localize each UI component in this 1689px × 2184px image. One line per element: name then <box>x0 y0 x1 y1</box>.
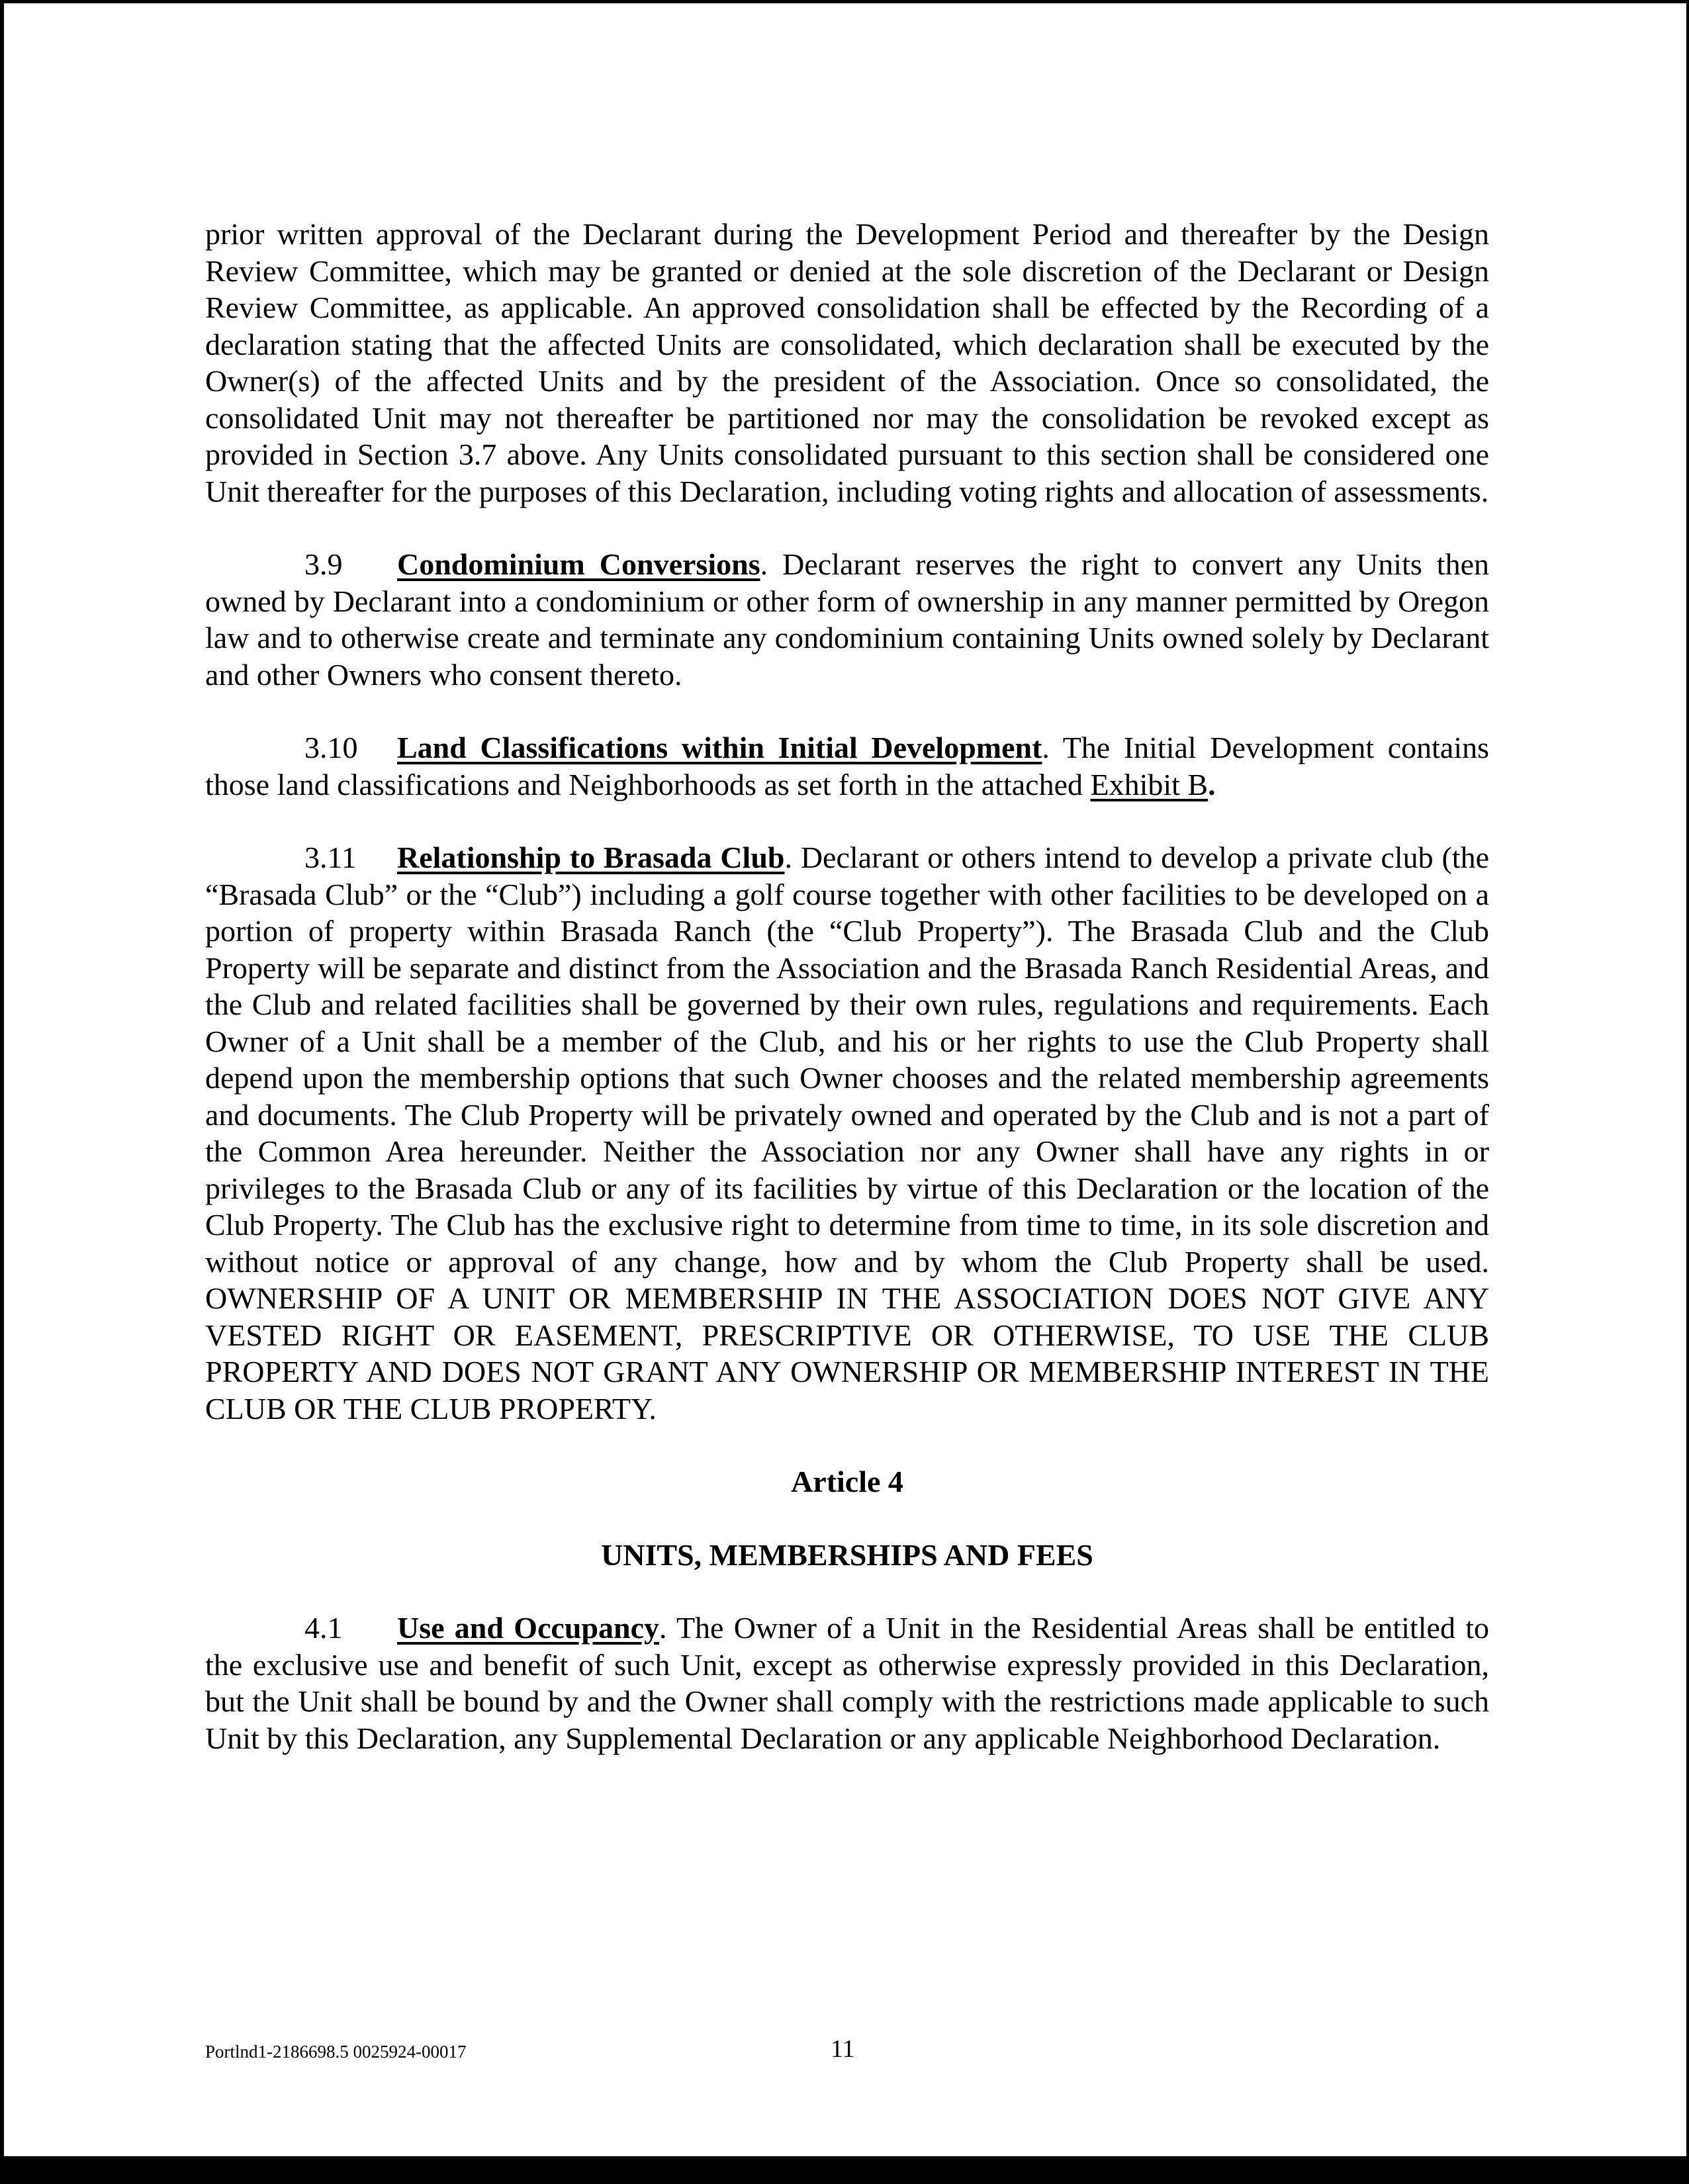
footer-document-id: Portlnd1-2186698.5 0025924-00017 <box>205 2042 467 2062</box>
section-title: Relationship to Brasada Club <box>397 841 785 874</box>
section-number: 4.1 <box>304 1611 343 1645</box>
section-number: 3.10 <box>304 731 358 764</box>
article-label: Article 4 <box>791 1465 903 1498</box>
paragraph-gap <box>205 510 1489 546</box>
exhibit-reference: Exhibit B <box>1090 767 1209 801</box>
scan-border-top <box>0 0 1689 3</box>
paragraph-gap <box>205 803 1489 839</box>
section-body: The Owner of a Unit in the Residential Areas shall be entitled to the exclusive use and benefit of such Unit, except as otherwise expressly provided in this Declaration, but the Unit shall be bound by and the Owner shall comply with the restrictions made applicable to such Unit by this Declaration, any Supplemental Declaration or any applicable Neighborhood Declaration. <box>205 1611 1490 1755</box>
section-number: 3.9 <box>304 547 343 581</box>
scan-border-left <box>0 0 4 2184</box>
section-title: Condominium Conversions <box>397 547 760 581</box>
section-3-9: 3.9 Condominium Conversions. Declarant reserves the right to convert any Units then owned by Declarant into a condominium or other form of ownership in any manner permitted by Oregon law and to otherwise create and terminate any condominium containing Units owned solely by Declarant and other Owners who consent thereto. <box>205 547 1489 692</box>
section-body-end: . <box>1208 767 1216 801</box>
section-4-1: 4.1 Use and Occupancy. The Owner of a Unit in the Residential Areas shall be entitled to the exclusive use and benefit of such Unit, except as otherwise expressly provided in this Declaration, but the Unit shall be bound by and the Owner shall comply with the restrictions made applicable to such Unit by this Declaration, any Supplemental Declaration or any applicable Neighborhood Declaration. <box>205 1611 1490 1755</box>
section-3-10: 3.10 Land Classifications within Initial Development. The Initial Development contains those land classifications and Neighborhoods as set forth in the attached Exhibit B. <box>205 731 1489 801</box>
section-body: The Initial Development contains those land classifications and Neighborhoods as set forth in the attached <box>205 731 1489 801</box>
paragraph-gap <box>205 1500 1489 1537</box>
section-title: Use and Occupancy <box>397 1611 660 1645</box>
section-3-11: 3.11 Relationship to Brasada Club. Declarant or others intend to develop a private club (the “Brasada Club” or the “Club”) including a golf course together with other facilities to be developed on a portion of property within Brasada Ranch (the “Club Property”). The Brasada Club and the Club Property will be separate and distinct from the Association and the Brasada Ranch Residential Areas, and the Club and related facilities shall be governed by their own rules, regulations and requirements. Each Owner of a Unit shall be a member of the Club, and his or her rights to use the Club Property shall depend upon the membership options that such Owner chooses and the related membership agreements and documents. The Club Property will be privately owned and operated by the Club and is not a part of the Common Area hereunder. Neither the Association nor any Owner shall have any rights in or privileges to the Brasada Club or any of its facilities by virtue of this Declaration or the location of the Club Property. The Club has the exclusive right to determine from time to time, in its sole discretion and without notice or approval of any change, how and by whom the Club Property shall be used. OWNERSHIP OF A UNIT OR MEMBERSHIP IN THE ASSOCIATION DOES NOT GIVE ANY VESTED RIGHT OR EASEMENT, PRESCRIPTIVE OR OTHERWISE, TO USE THE CLUB PROPERTY AND DOES NOT GRANT ANY OWNERSHIP OR MEMBERSHIP INTEREST IN THE CLUB OR THE CLUB PROPERTY. <box>205 841 1489 1426</box>
scan-border-right <box>1686 0 1689 2184</box>
section-title: Land Classifications within Initial Development <box>397 731 1042 764</box>
carryover-paragraph: prior written approval of the Declarant during the Development Period and thereafter by the Design Review Committee, which may be granted or denied at the sole discretion of the Declarant or Design Review Committee, as applicable. An approved consolidation shall be effected by the Recording of a declaration stating that the affected Units are consolidated, which declaration shall be executed by the Owner(s) of the affected Units and by the president of the Association. Once so consolidated, the consolidated Unit may not thereafter be partitioned nor may the consolidation be revoked except as provided in Section 3.7 above. Any Units consolidated pursuant to this section shall be considered one Unit thereafter for the purposes of this Declaration, including voting rights and allocation of assessments. <box>205 217 1489 508</box>
footer-page-number: 11 <box>831 2035 855 2063</box>
paragraph-gap <box>205 1573 1489 1610</box>
section-number: 3.11 <box>304 841 357 874</box>
scan-border-bottom <box>0 2156 1689 2184</box>
article-title: UNITS, MEMBERSHIPS AND FEES <box>601 1537 1093 1572</box>
section-body: Declarant reserves the right to convert any Units then owned by Declarant into a condominium or other form of ownership in any manner permitted by Oregon law and to otherwise create and terminate any condominium containing Units owned solely by Declarant and other Owners who consent thereto. <box>205 547 1489 692</box>
paragraph-gap <box>205 1427 1489 1463</box>
paragraph-gap <box>205 693 1489 729</box>
page-body <box>205 216 1489 1756</box>
section-body: Declarant or others intend to develop a private club (the “Brasada Club” or the “Club”) including a golf course together with other facilities to be developed on a portion of property within Brasada Ranch (the “Club Property”). The Brasada Club and the Club Property will be separate and distinct from the Association and the Brasada Ranch Residential Areas, and the Club and related facilities shall be governed by their own rules, regulations and requirements. Each Owner of a Unit shall be a member of the Club, and his or her rights to use the Club Property shall depend upon the membership options that such Owner chooses and the related membership agreements and documents. The Club Property will be privately owned and operated by the Club and is not a part of the Common Area hereunder. Neither the Association nor any Owner shall have any rights in or privileges to the Brasada Club or any of its facilities by virtue of this Declaration or the location of the Club Property. The Club has the exclusive right to determine from time to time, in its sole discretion and without notice or approval of any change, how and by whom the Club Property shall be used. OWNERSHIP OF A UNIT OR MEMBERSHIP IN THE ASSOCIATION DOES NOT GIVE ANY VESTED RIGHT OR EASEMENT, PRESCRIPTIVE OR OTHERWISE, TO USE THE CLUB PROPERTY AND DOES NOT GRANT ANY OWNERSHIP OR MEMBERSHIP INTEREST IN THE CLUB OR THE CLUB PROPERTY. <box>205 841 1489 1426</box>
